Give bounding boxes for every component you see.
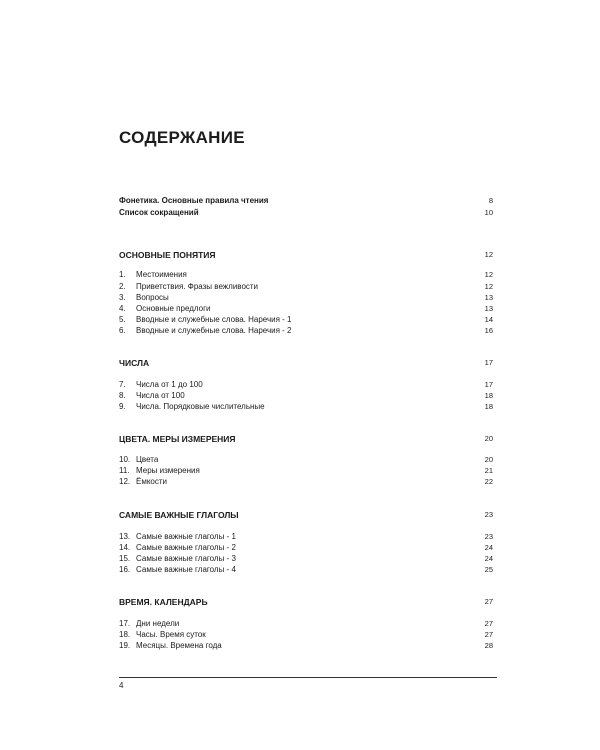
item-page: 24 (484, 554, 493, 563)
item-page: 22 (484, 477, 493, 486)
item-number: 7. (119, 380, 126, 389)
section-title: САМЫЕ ВАЖНЫЕ ГЛАГОЛЫ (119, 510, 239, 520)
item-number: 12. (119, 477, 131, 486)
item-number: 19. (119, 641, 131, 650)
item-number: 17. (119, 619, 131, 628)
item-title: Самые важные глаголы - 4 (136, 565, 236, 574)
item-title: Самые важные глаголы - 1 (136, 532, 236, 541)
item-number: 3. (119, 293, 126, 302)
toc-entry-page: 10 (484, 208, 493, 217)
section-title: ОСНОВНЫЕ ПОНЯТИЯ (119, 250, 216, 260)
item-title: Вводные и служебные слова. Наречия - 2 (136, 326, 292, 335)
item-title: Часы. Время суток (136, 630, 206, 639)
item-number: 16. (119, 565, 131, 574)
toc-intro-row (119, 195, 493, 207)
item-page: 12 (484, 270, 493, 279)
page-number: 4 (119, 681, 124, 690)
item-title: Меры измерения (136, 466, 200, 475)
item-title: Числа от 1 до 100 (136, 380, 203, 389)
section-page: 20 (484, 434, 493, 443)
toc-item (119, 269, 493, 281)
item-page: 25 (484, 565, 493, 574)
toc-section-heading (119, 357, 493, 369)
toc-section-heading (119, 433, 493, 445)
item-title: Вводные и служебные слова. Наречия - 1 (136, 315, 292, 324)
item-title: Месяцы. Времена года (136, 641, 222, 650)
item-number: 6. (119, 326, 126, 335)
item-title: Самые важные глаголы - 2 (136, 543, 236, 552)
item-number: 13. (119, 532, 131, 541)
item-page: 24 (484, 543, 493, 552)
toc-item (119, 325, 493, 337)
item-page: 18 (484, 402, 493, 411)
item-number: 14. (119, 543, 131, 552)
toc-entry-title: Список сокращений (119, 208, 199, 217)
section-page: 27 (484, 597, 493, 606)
section-page: 23 (484, 510, 493, 519)
section-page: 17 (484, 358, 493, 367)
item-page: 21 (484, 466, 493, 475)
item-number: 9. (119, 402, 126, 411)
item-page: 13 (484, 293, 493, 302)
item-page: 16 (484, 326, 493, 335)
item-title: Ёмкости (136, 477, 168, 486)
toc-section-heading (119, 509, 493, 521)
item-number: 15. (119, 554, 131, 563)
section-title: ВРЕМЯ. КАЛЕНДАРЬ (119, 597, 208, 607)
section-title: ЧИСЛА (119, 358, 150, 368)
item-number: 1. (119, 270, 126, 279)
item-title: Вопросы (136, 293, 169, 302)
toc-entry-title: Фонетика. Основные правила чтения (119, 196, 269, 205)
toc-item (119, 476, 493, 488)
item-number: 10. (119, 455, 131, 464)
item-title: Приветствия. Фразы вежливости (136, 282, 259, 291)
section-title: ЦВЕТА. МЕРЫ ИЗМЕРЕНИЯ (119, 434, 236, 444)
toc-item (119, 640, 493, 652)
toc-intro-row (119, 207, 493, 219)
section-page: 12 (484, 250, 493, 259)
item-title: Местоимения (136, 270, 187, 279)
item-title: Дни недели (136, 619, 180, 628)
item-page: 20 (484, 455, 493, 464)
toc-section-heading (119, 596, 493, 608)
item-page: 23 (484, 532, 493, 541)
item-page: 27 (484, 619, 493, 628)
item-title: Самые важные глаголы - 3 (136, 554, 236, 563)
item-page: 18 (484, 391, 493, 400)
toc-item (119, 564, 493, 576)
item-title: Числа. Порядковые числительные (136, 402, 265, 411)
item-number: 8. (119, 391, 126, 400)
item-page: 17 (484, 380, 493, 389)
item-number: 18. (119, 630, 131, 639)
toc-section-heading (119, 249, 493, 261)
item-page: 28 (484, 641, 493, 650)
footer-divider (119, 677, 497, 678)
toc-entry-page: 8 (488, 196, 493, 205)
item-title: Основные предлоги (136, 304, 211, 313)
item-title: Цвета (136, 455, 159, 464)
item-page: 12 (484, 282, 493, 291)
item-number: 4. (119, 304, 126, 313)
item-number: 11. (119, 466, 130, 475)
item-page: 13 (484, 304, 493, 313)
item-number: 2. (119, 282, 126, 291)
item-number: 5. (119, 315, 126, 324)
item-page: 27 (484, 630, 493, 639)
item-title: Числа от 100 (136, 391, 185, 400)
page-title: СОДЕРЖАНИЕ (119, 128, 245, 147)
item-page: 14 (484, 315, 493, 324)
toc-item (119, 401, 493, 413)
